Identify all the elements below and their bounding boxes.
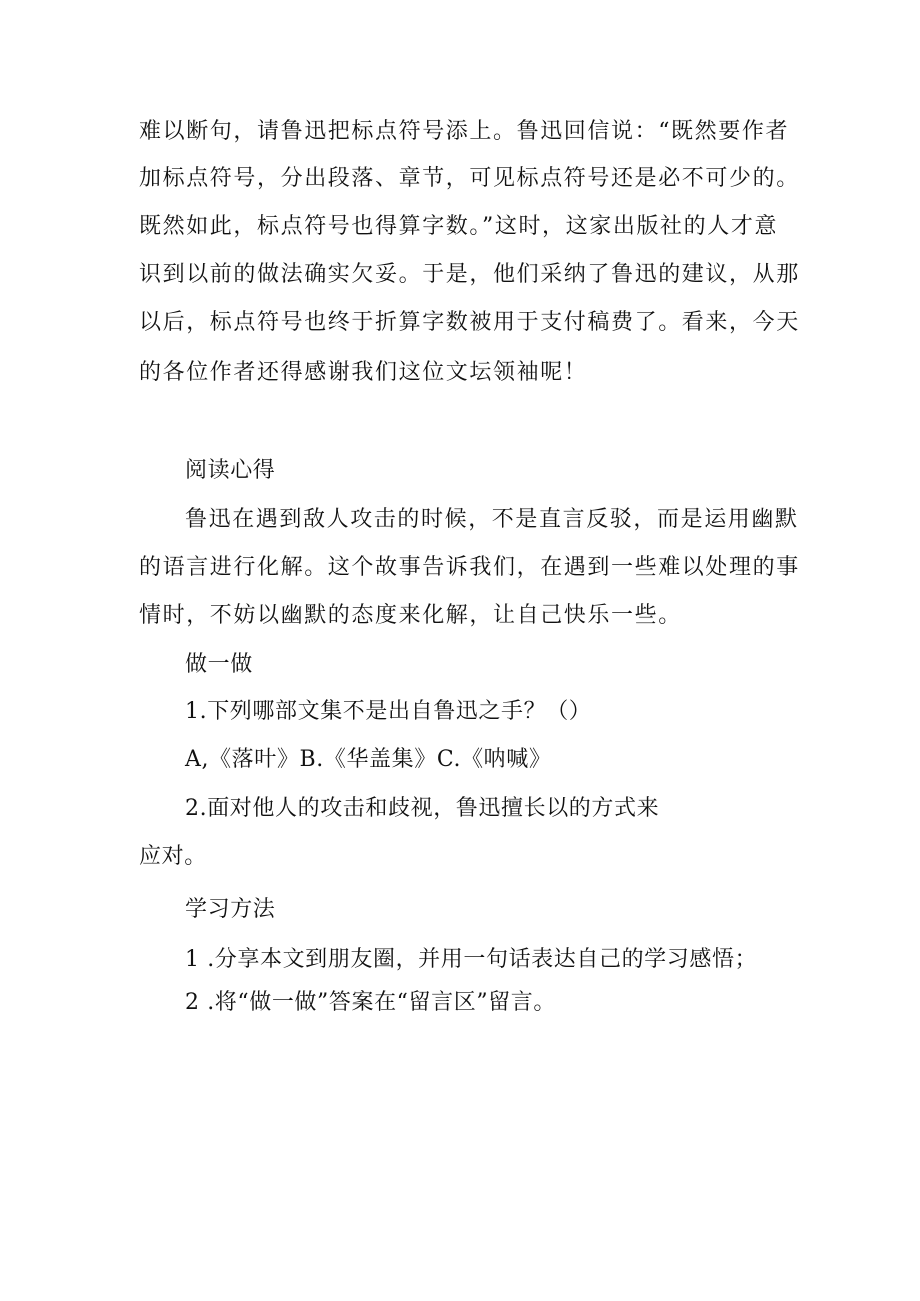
reading-line: 的语言进行化解。这个故事告诉我们，在遇到一些难以处理的事 [139,555,800,580]
story-line: 难以断句，请鲁迅把标点符号添上。鲁迅回信说：“既然要作者 [139,119,790,144]
method-item: 2 .将“做一做”答案在“留言区”留言。 [185,990,556,1015]
exercise-question-1: 1.下列哪部文集不是出自鲁迅之手？（） [185,699,592,724]
method-item: 1 .分享本文到朋友圈，并用一句话表达自己的学习感悟； [185,947,758,972]
story-line: 的各位作者还得感谢我们这位文坛领袖呢！ [139,360,588,385]
story-line: 加标点符号，分出段落、章节，可见标点符号还是必不可少的。 [139,166,800,191]
method-heading: 学习方法 [185,897,276,922]
exercise-heading: 做一做 [185,652,253,677]
reading-heading: 阅读心得 [185,458,276,483]
exercise-question-1-options: A,《落叶》B.《华盖集》C.《呐喊》 [185,747,552,772]
story-line: 识到以前的做法确实欠妥。于是，他们采纳了鲁迅的建议，从那 [139,262,800,287]
exercise-question-2-continued: 应对。 [139,844,207,869]
reading-line: 鲁迅在遇到敌人攻击的时候，不是直言反驳，而是运用幽默 [185,507,799,532]
story-line: 以后，标点符号也终于折算字数被用于支付稿费了。看来，今天 [139,310,800,335]
story-line: 既然如此，标点符号也得算字数。”这时，这家出版社的人才意 [139,214,779,239]
exercise-question-2: 2.面对他人的攻击和歧视，鲁迅擅长以的方式来 [185,796,660,821]
reading-line: 情时，不妨以幽默的态度来化解，让自己快乐一些。 [139,603,682,628]
